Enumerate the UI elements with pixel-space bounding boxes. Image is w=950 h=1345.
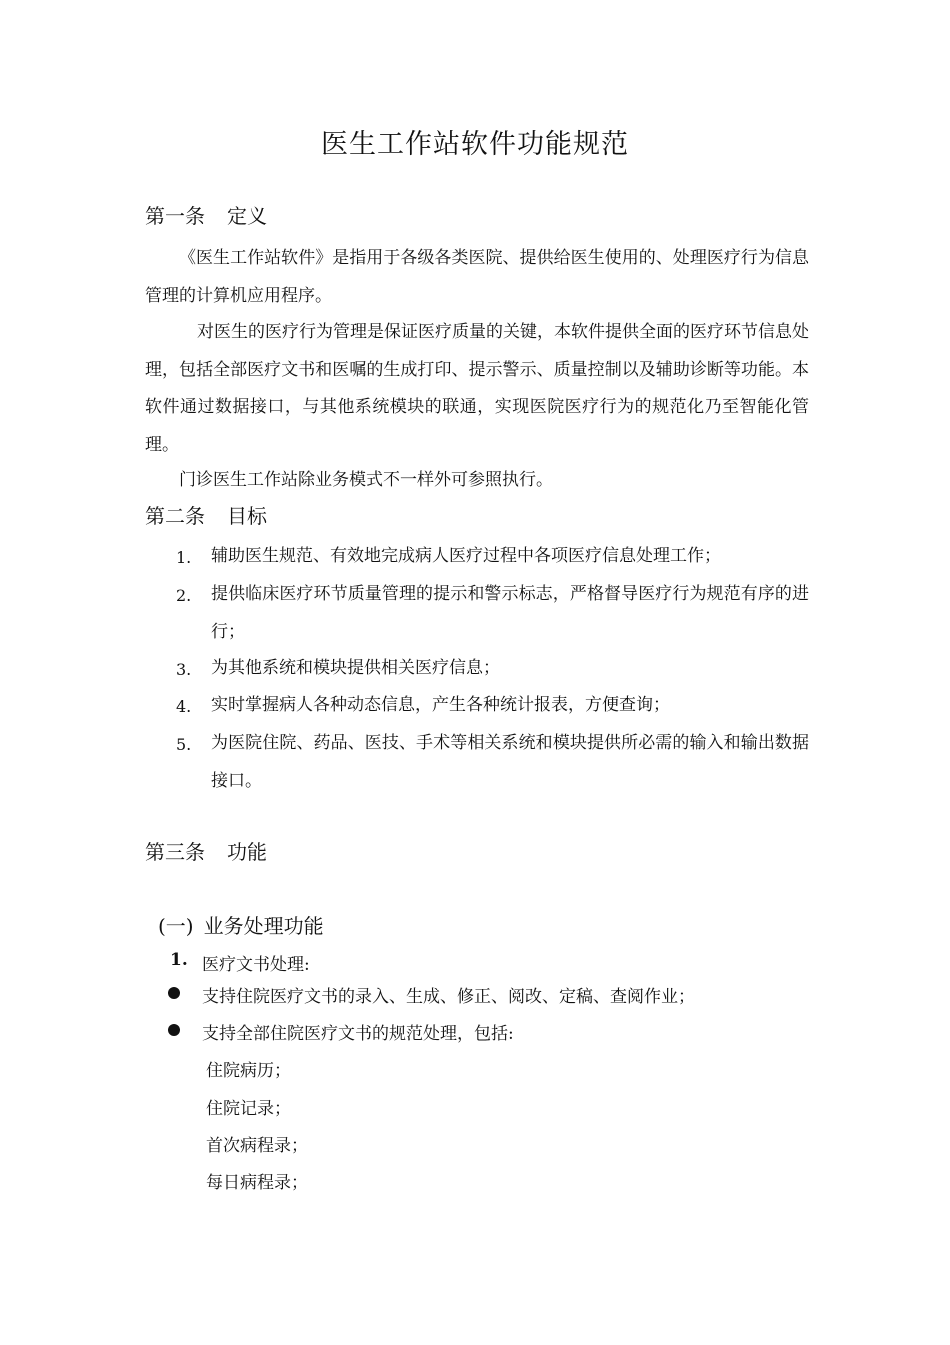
bullet-item: 支持全部住院医疗文书的规范处理，包括: <box>202 1024 514 1044</box>
article-1-paragraph-3: 门诊医生工作站除业务模式不一样外可参照执行。 <box>179 470 553 490</box>
goal-text: 为其他系统和模块提供相关医疗信息； <box>211 658 500 678</box>
bullet-icon <box>168 987 180 999</box>
goal-number: 5. <box>176 735 192 754</box>
article-2-heading <box>145 500 267 529</box>
article-3-heading <box>145 836 267 865</box>
bullet-icon <box>168 1024 180 1036</box>
goal-number: 2. <box>176 586 192 605</box>
article-1-title: 定义 <box>227 204 267 228</box>
article-3-number: 第三条 <box>145 840 205 864</box>
goal-text: 为医院住院、药品、医技、手术等相关系统和模块提供所必需的输入和输出数据接口。 <box>211 733 809 791</box>
goal-text: 提供临床医疗环节质量管理的提示和警示标志，严格督导医疗行为规范有序的进行； <box>211 584 809 642</box>
goal-text: 实时掌握病人各种动态信息，产生各种统计报表，方便查询； <box>211 695 670 715</box>
article-3-title: 功能 <box>227 840 267 864</box>
article-1-paragraph-1: 《医生工作站软件》是指用于各级各类医院、提供给医生使用的、处理医疗行为信息管理的计算机应用程序。 <box>145 248 809 306</box>
article-1-number: 第一条 <box>145 204 205 228</box>
article-1-heading <box>145 200 267 229</box>
bullet-item: 支持住院医疗文书的录入、生成、修正、阅改、定稿、查阅作业； <box>202 987 695 1007</box>
article-2-title: 目标 <box>227 504 267 528</box>
document-type-item: 每日病程录； <box>206 1173 308 1193</box>
goal-number: 4. <box>176 697 192 716</box>
document-type-item: 住院病历； <box>206 1061 291 1081</box>
section-heading <box>158 910 324 939</box>
document-type-item: 首次病程录； <box>206 1136 308 1156</box>
section-title: 业务处理功能 <box>203 914 324 938</box>
document-title: 医生工作站软件功能规范 <box>321 129 629 160</box>
goal-number: 1. <box>176 548 192 567</box>
section-label: (一) <box>158 914 194 938</box>
goal-text: 辅助医生规范、有效地完成病人医疗过程中各项医疗信息处理工作； <box>211 546 721 566</box>
goal-number: 3. <box>176 660 192 679</box>
article-2-number: 第二条 <box>145 504 205 528</box>
article-1-paragraph-2: 对医生的医疗行为管理是保证医疗质量的关键，本软件提供全面的医疗环节信息处理，包括全部医疗文书和医嘱的生成打印、提示警示、质量控制以及辅助诊断等功能。本软件通过数据接口，与其他系统模块的联通，实现医院医疗行为的规范化乃至智能化管理。 <box>145 322 809 455</box>
subsection-title: 医疗文书处理: <box>202 955 310 975</box>
subsection-number: 1. <box>170 950 188 970</box>
document-type-item: 住院记录； <box>206 1099 291 1119</box>
